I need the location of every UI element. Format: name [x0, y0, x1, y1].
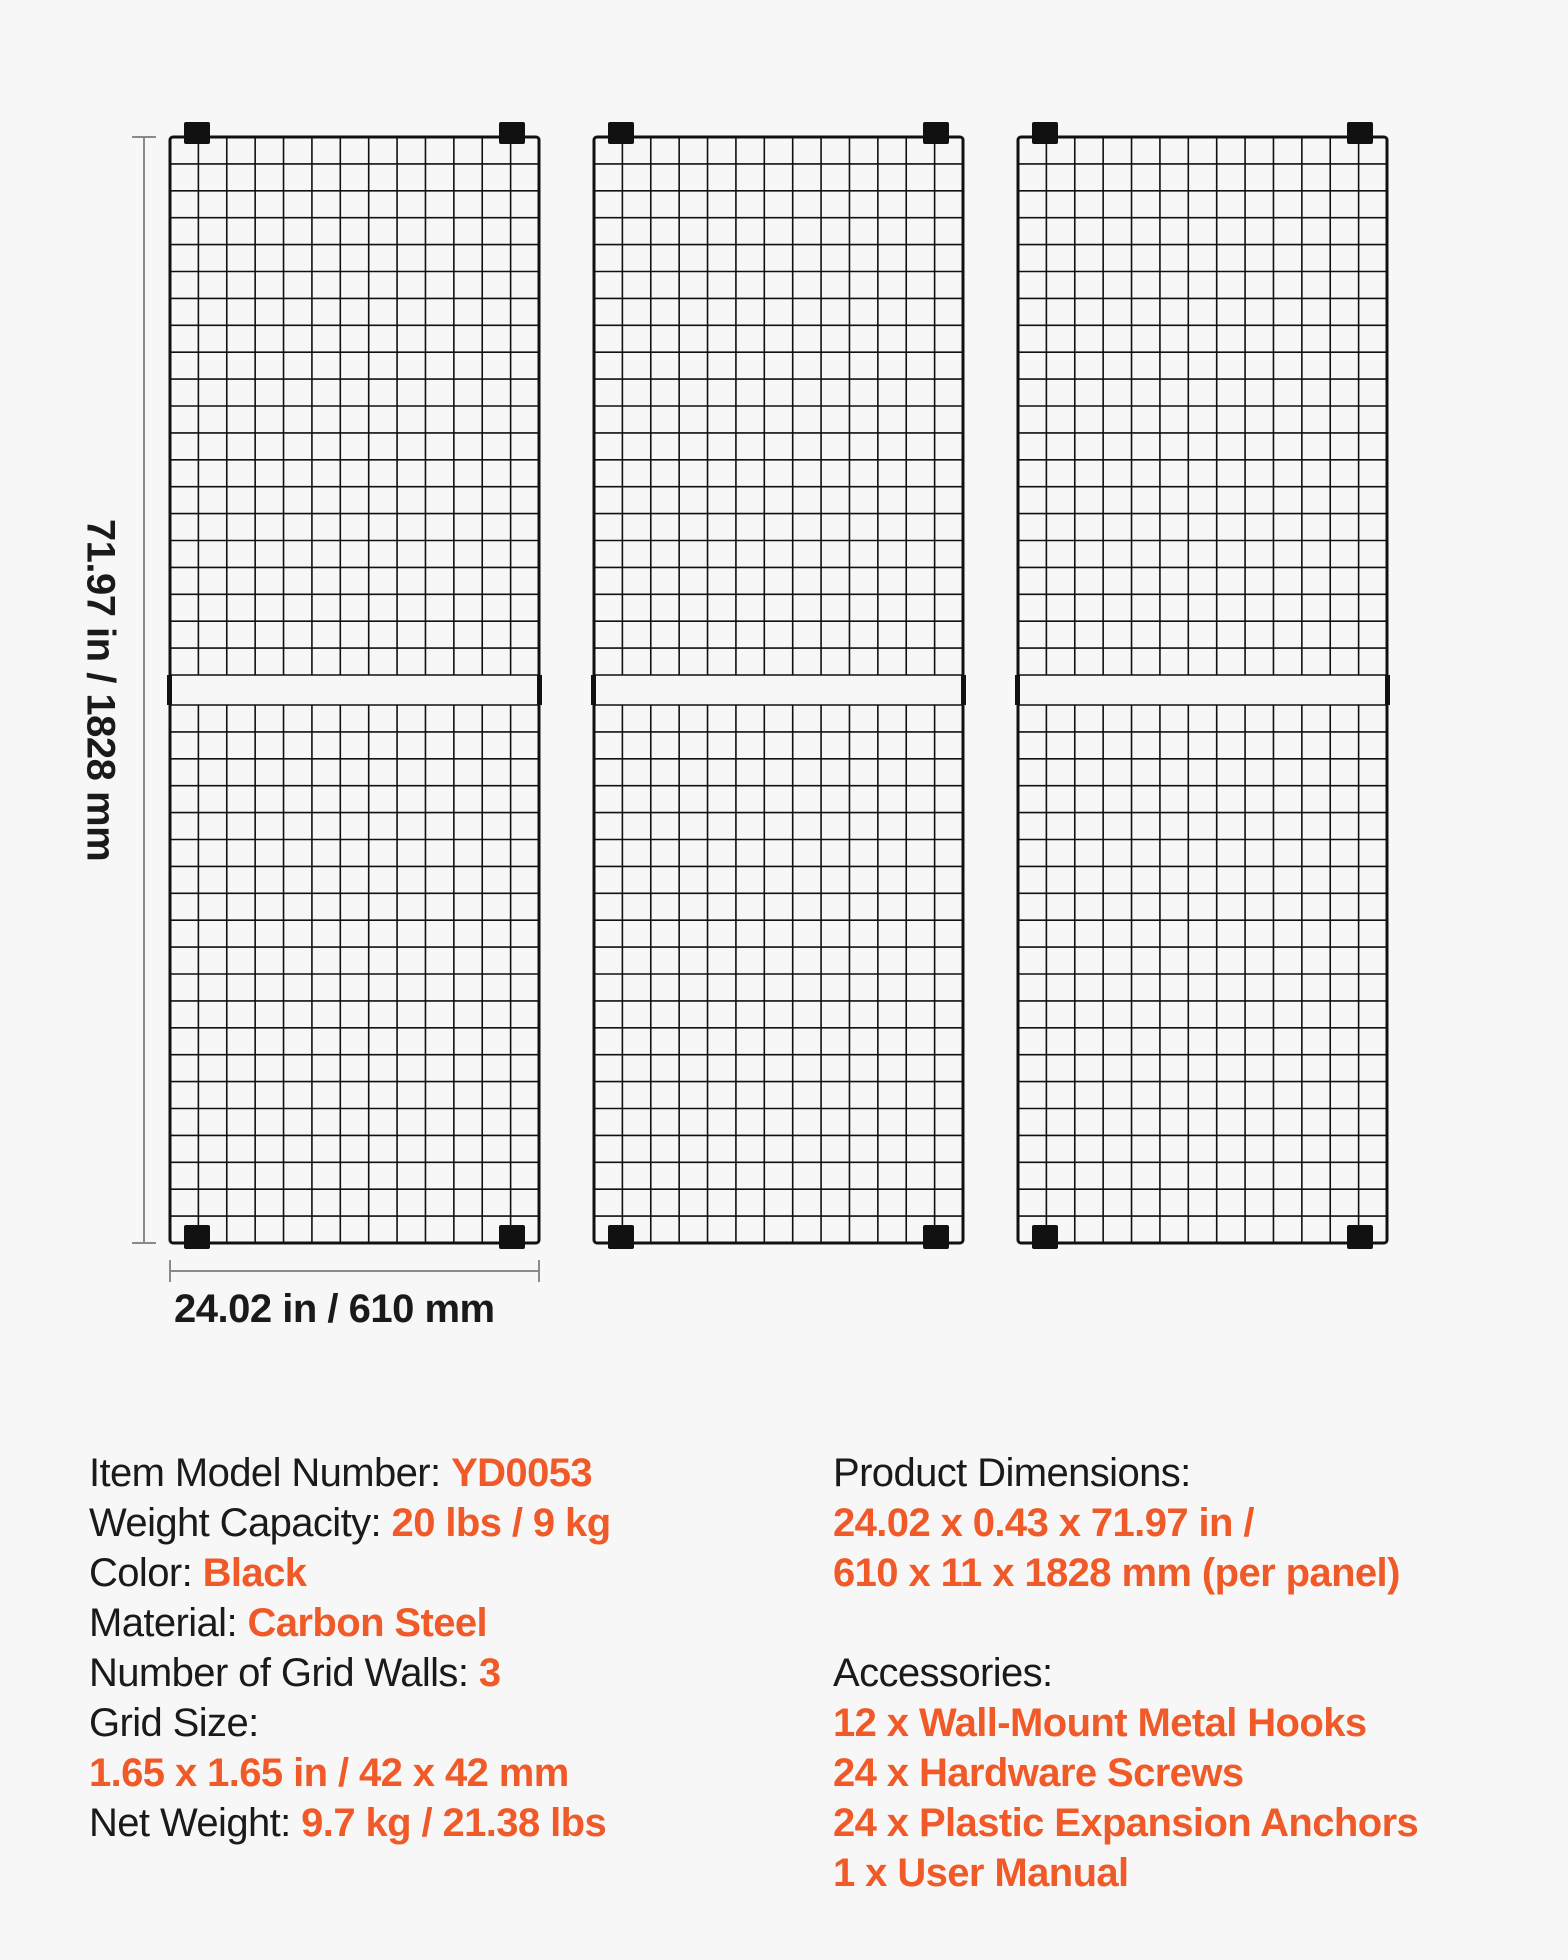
spec-label: Number of Grid Walls:	[89, 1651, 479, 1695]
accessory-item	[833, 1848, 1533, 1898]
mount-hook-icon	[608, 1225, 634, 1249]
spec-label: Item Model Number:	[89, 1451, 452, 1495]
spec-value: 610 x 11 x 1828 mm (per panel)	[833, 1551, 1400, 1595]
mount-hook-icon	[499, 1225, 525, 1249]
accessory-item-text: 12 x Wall-Mount Metal Hooks	[833, 1701, 1367, 1745]
spec-value: 20 lbs / 9 kg	[391, 1501, 611, 1545]
mount-hook-icon	[1032, 122, 1058, 144]
spec-label: Weight Capacity:	[89, 1501, 392, 1545]
height-dimension-label: 71.97 in / 1828 mm	[78, 518, 123, 862]
grid-panels	[167, 122, 1390, 1249]
spec-value: 24.02 x 0.43 x 71.97 in /	[833, 1501, 1254, 1545]
panel-connector	[537, 675, 542, 705]
mount-hook-icon	[499, 122, 525, 144]
panel-connector	[1385, 675, 1390, 705]
panel-connector	[591, 675, 596, 705]
mount-hook-icon	[184, 122, 210, 144]
panel-connector	[961, 675, 966, 705]
spec-label: Material:	[89, 1601, 248, 1645]
spec-value: 1.65 x 1.65 in / 42 x 42 mm	[89, 1751, 569, 1795]
panel-connector	[1015, 675, 1020, 705]
grid-panel	[1015, 122, 1390, 1249]
spec-dimensions-metric	[833, 1548, 1533, 1598]
panel-frame	[1018, 137, 1387, 1243]
accessory-item	[833, 1698, 1533, 1748]
spec-model	[89, 1448, 779, 1498]
accessory-item	[833, 1798, 1533, 1848]
spec-label: Grid Size:	[89, 1701, 259, 1745]
mount-hook-icon	[923, 122, 949, 144]
dimension-lines	[132, 137, 539, 1282]
spec-grid-size-value	[89, 1748, 779, 1798]
spec-grid-walls	[89, 1648, 779, 1698]
panel-connector	[167, 675, 172, 705]
panel-frame	[170, 137, 539, 1243]
width-dimension-label: 24.02 in / 610 mm	[174, 1287, 495, 1331]
spec-dimensions-label	[833, 1448, 1533, 1498]
spec-dimensions-imperial	[833, 1498, 1533, 1548]
spec-value: Black	[202, 1551, 307, 1595]
specs-right-column	[833, 1448, 1533, 1898]
grid-panel	[591, 122, 966, 1249]
mount-hook-icon	[1347, 1225, 1373, 1249]
spec-net-weight	[89, 1798, 779, 1848]
spec-material	[89, 1598, 779, 1648]
mount-hook-icon	[1032, 1225, 1058, 1249]
accessory-item-text: 1 x User Manual	[833, 1851, 1129, 1895]
mount-hook-icon	[184, 1225, 210, 1249]
spec-label: Product Dimensions:	[833, 1451, 1191, 1495]
spec-value: 9.7 kg / 21.38 lbs	[301, 1801, 607, 1845]
accessory-item	[833, 1748, 1533, 1798]
spec-value: 3	[478, 1651, 501, 1695]
panel-frame	[594, 137, 963, 1243]
spec-accessories-label	[833, 1648, 1533, 1698]
spec-value: Carbon Steel	[247, 1601, 488, 1645]
spec-label: Net Weight:	[89, 1801, 302, 1845]
spec-weight-capacity	[89, 1498, 779, 1548]
accessory-item-text: 24 x Plastic Expansion Anchors	[833, 1801, 1419, 1845]
mount-hook-icon	[1347, 122, 1373, 144]
accessory-item-text: 24 x Hardware Screws	[833, 1751, 1244, 1795]
grid-panel	[167, 122, 542, 1249]
spec-value: YD0053	[451, 1451, 593, 1495]
specs-left-column	[89, 1448, 779, 1848]
spec-grid-size-label	[89, 1698, 779, 1748]
spec-label: Accessories:	[833, 1651, 1053, 1695]
spacer	[833, 1598, 1533, 1648]
spec-label: Color:	[89, 1551, 203, 1595]
spec-color	[89, 1548, 779, 1598]
mount-hook-icon	[608, 122, 634, 144]
mount-hook-icon	[923, 1225, 949, 1249]
